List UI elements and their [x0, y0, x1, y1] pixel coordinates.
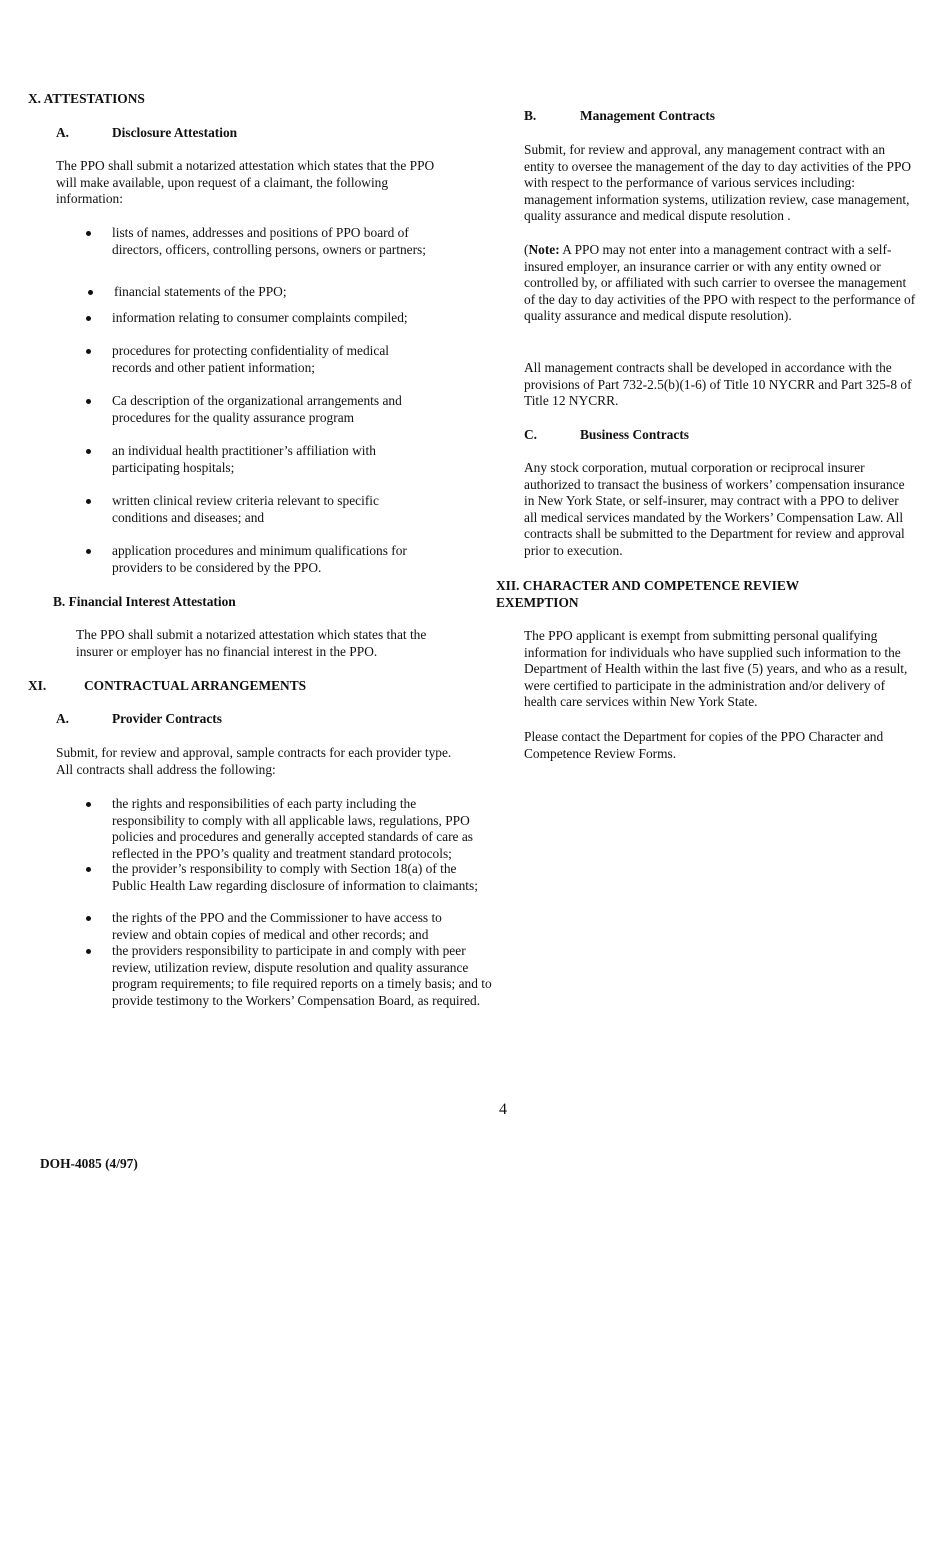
management-contracts-title: Management Contracts	[580, 108, 715, 123]
contractual-arrangements-title: CONTRACTUAL ARRANGEMENTS	[84, 678, 307, 693]
note-label: Note:	[528, 242, 560, 257]
disclosure-item: lists of names, addresses and positions of PPO board of directors, officers, controlling persons, owners or partners;	[112, 225, 426, 257]
section-xi-a-number: A.	[56, 711, 70, 726]
bullet-icon	[86, 399, 91, 404]
disclosure-intro: The PPO shall submit a notarized attestation which states that the PPO will make available, upon request of a claimant, the following information:	[56, 158, 435, 207]
bullet-icon	[86, 916, 91, 921]
provider-contracts-intro: Submit, for review and approval, sample contracts for each provider type. All contracts shall address the following:	[56, 745, 452, 777]
bullet-icon	[86, 349, 91, 354]
bullet-icon	[86, 802, 91, 807]
disclosure-item: information relating to consumer complaints compiled;	[112, 310, 408, 325]
bullet-icon	[88, 290, 93, 295]
bullet-icon	[86, 231, 91, 236]
disclosure-item: Ca description of the organizational arrangements and procedures for the quality assurance program	[112, 393, 402, 425]
disclosure-item: an individual health practitioner’s affiliation with participating hospitals;	[112, 443, 376, 475]
provider-contracts-title: Provider Contracts	[112, 711, 222, 726]
section-xii-heading: XII. CHARACTER AND COMPETENCE REVIEW EXEMPTION	[496, 578, 799, 610]
section-xi-number: XI.	[28, 678, 47, 693]
disclosure-item: procedures for protecting confidentiality of medical records and other patient information;	[112, 343, 390, 375]
management-note	[524, 242, 918, 325]
section-b-number: B.	[524, 108, 537, 123]
financial-interest-heading: B. Financial Interest Attestation	[53, 594, 236, 609]
provider-item: the rights and responsibilities of each party including the responsibility to comply with all applicable laws, regulations, PPO policies and procedures and generally accepted standards of care as reflected in the PPO’s quality and treatment standard protocols;	[112, 796, 474, 861]
disclosure-item: written clinical review criteria relevant to specific conditions and diseases; and	[112, 493, 379, 525]
management-contracts-text: Submit, for review and approval, any management contract with an entity to oversee the management of the day to day activities of the PPO with respect to the performance of various services including: management information systems, utilization review, case management, quality assurance and medical dispute resolution .	[524, 142, 912, 224]
management-compliance-text: All management contracts shall be developed in accordance with the provisions of Part 732-2.5(b)(1-6) of Title 10 NYCRR and Part 325-8 of Title 12 NYCRR.	[524, 360, 912, 409]
bullet-icon	[86, 549, 91, 554]
page-number: 4	[499, 1101, 507, 1118]
business-contracts-title: Business Contracts	[580, 427, 689, 442]
bullet-icon	[86, 499, 91, 504]
bullet-icon	[86, 867, 91, 872]
note-text: A PPO may not enter into a management contract with a self-insured employer, an insurance carrier or with any entity owned or controlled by, or affiliated with such carrier to oversee the management of the day to day activities of the PPO with respect to the performance of quality assurance and medical dispute resolution).	[524, 242, 916, 324]
bullet-icon	[86, 449, 91, 454]
section-x-heading: X. ATTESTATIONS	[28, 91, 145, 106]
disclosure-attestation-title: Disclosure Attestation	[112, 125, 238, 140]
exemption-text: The PPO applicant is exempt from submitting personal qualifying information for individuals who have supplied such information to the Department of Health within the last five (5) years, and who as a result, were certified to participate in the administration and/or delivery of health care services within New York State.	[524, 628, 908, 710]
section-c-number: C.	[524, 427, 538, 442]
section-x-a-number: A.	[56, 125, 70, 140]
exemption-contact-text: Please contact the Department for copies of the PPO Character and Competence Review Forms.	[524, 729, 884, 761]
business-contracts-text: Any stock corporation, mutual corporation or reciprocal insurer authorized to transact the business of workers’ compensation insurance in New York State, or self-insurer, may contract with a PPO to deliver all medical services mandated by the Workers’ Compensation Law. All contracts shall be submitted to the Department for review and approval prior to execution.	[524, 460, 905, 558]
note-open-paren: (	[524, 242, 529, 257]
disclosure-item: financial statements of the PPO;	[114, 284, 287, 299]
financial-interest-text: The PPO shall submit a notarized attestation which states that the insurer or employer has no financial interest in the PPO.	[76, 627, 427, 659]
disclosure-item: application procedures and minimum qualifications for providers to be considered by the PPO.	[112, 543, 407, 575]
provider-item: the providers responsibility to participate in and comply with peer review, utilization review, dispute resolution and quality assurance program requirements; to file required reports on a timely basis; and to provide testimony to the Workers’ Compensation Board, as required.	[112, 943, 492, 1008]
form-identifier: DOH-4085 (4/97)	[40, 1156, 138, 1171]
bullet-icon	[86, 316, 91, 321]
provider-item: the provider’s responsibility to comply with Section 18(a) of the Public Health Law regarding disclosure of information to claimants;	[112, 861, 478, 893]
bullet-icon	[86, 949, 91, 954]
provider-item: the rights of the PPO and the Commissioner to have access to review and obtain copies of medical and other records; and	[112, 910, 442, 942]
